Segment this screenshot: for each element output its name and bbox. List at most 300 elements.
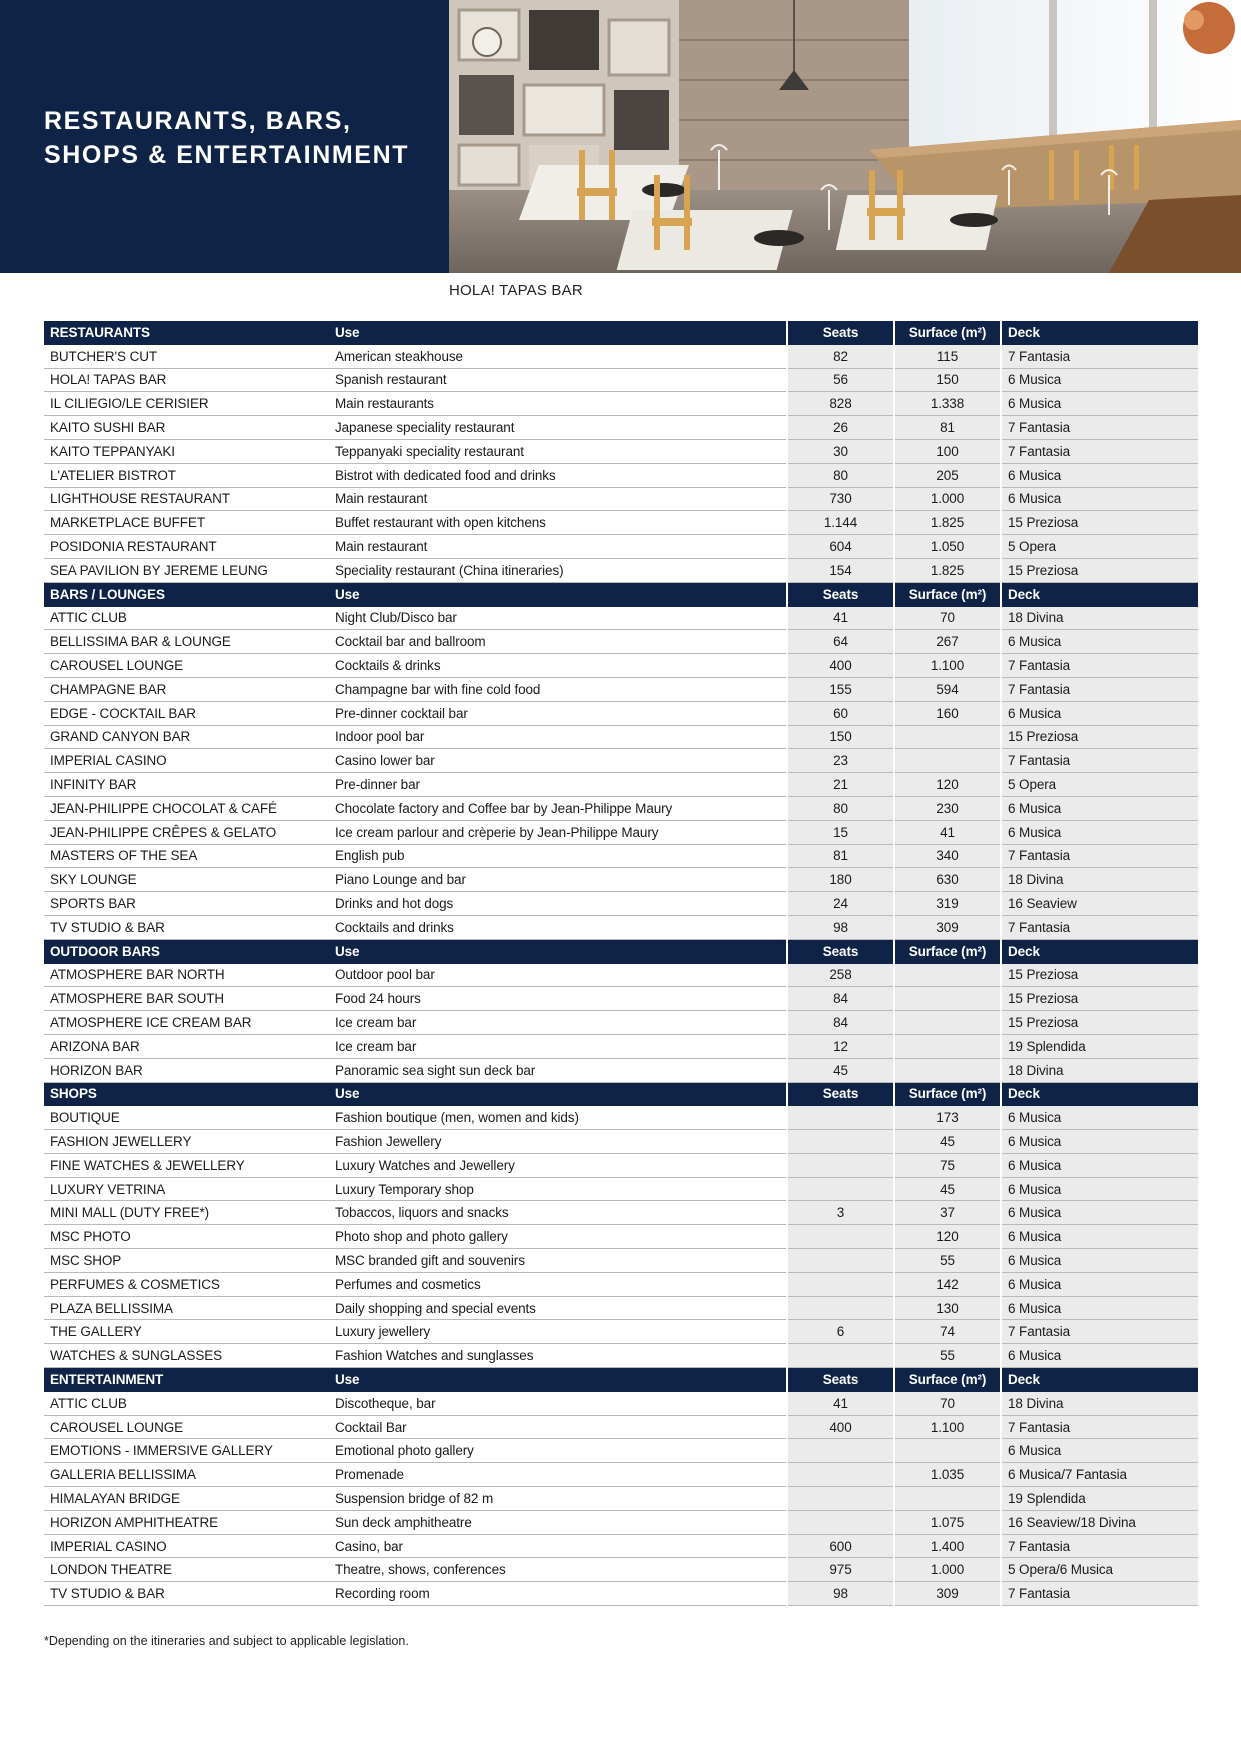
venue-deck: 15 Preziosa	[1001, 963, 1198, 987]
section-title: BARS / LOUNGES	[44, 582, 329, 606]
table-row	[44, 1058, 1198, 1082]
venue-use: Japanese speciality restaurant	[329, 416, 787, 440]
venue-use: Teppanyaki speciality restaurant	[329, 439, 787, 463]
venue-seats	[787, 1344, 894, 1368]
venue-seats: 3	[787, 1201, 894, 1225]
venue-use: Casino lower bar	[329, 749, 787, 773]
venue-deck: 5 Opera	[1001, 773, 1198, 797]
table-row	[44, 1534, 1198, 1558]
venue-name: HOLA! TAPAS BAR	[44, 368, 329, 392]
venue-deck: 19 Splendida	[1001, 1487, 1198, 1511]
venue-use: MSC branded gift and souvenirs	[329, 1249, 787, 1273]
venue-surface: 1.825	[894, 558, 1001, 582]
venues-table	[44, 321, 1198, 1606]
venue-seats: 6	[787, 1320, 894, 1344]
venue-seats	[787, 1130, 894, 1154]
use-header: Use	[329, 1368, 787, 1392]
venue-seats	[787, 1249, 894, 1273]
table-row	[44, 1225, 1198, 1249]
page-title-line-2: SHOPS & ENTERTAINMENT	[44, 141, 410, 169]
restaurant-photo	[449, 0, 1241, 273]
venue-seats: 150	[787, 725, 894, 749]
venue-use: Promenade	[329, 1463, 787, 1487]
table-row	[44, 487, 1198, 511]
venue-name: KAITO TEPPANYAKI	[44, 439, 329, 463]
venue-name: CHAMPAGNE BAR	[44, 677, 329, 701]
venue-use: Night Club/Disco bar	[329, 606, 787, 630]
venue-seats: 400	[787, 654, 894, 678]
table-row	[44, 511, 1198, 535]
venue-deck: 6 Musica	[1001, 1272, 1198, 1296]
deck-header: Deck	[1001, 321, 1198, 344]
surface-header: Surface (m²)	[894, 582, 1001, 606]
venue-use: Chocolate factory and Coffee bar by Jean-Philippe Maury	[329, 796, 787, 820]
venue-surface	[894, 1058, 1001, 1082]
venue-use: Suspension bridge of 82 m	[329, 1487, 787, 1511]
use-header: Use	[329, 582, 787, 606]
venue-surface: 1.100	[894, 1415, 1001, 1439]
venue-surface: 150	[894, 368, 1001, 392]
venue-name: TV STUDIO & BAR	[44, 1582, 329, 1606]
venue-use: Main restaurants	[329, 392, 787, 416]
venue-seats	[787, 1153, 894, 1177]
venue-use: Cocktail bar and ballroom	[329, 630, 787, 654]
venue-surface: 130	[894, 1296, 1001, 1320]
venue-deck: 19 Splendida	[1001, 1034, 1198, 1058]
venue-name: FINE WATCHES & JEWELLERY	[44, 1153, 329, 1177]
venue-deck: 15 Preziosa	[1001, 511, 1198, 535]
venue-deck: 6 Musica	[1001, 1249, 1198, 1273]
table-row	[44, 1558, 1198, 1582]
table-row	[44, 1011, 1198, 1035]
venue-use: Spanish restaurant	[329, 368, 787, 392]
venue-use: English pub	[329, 844, 787, 868]
venue-use: Main restaurant	[329, 535, 787, 559]
venue-name: INFINITY BAR	[44, 773, 329, 797]
venue-seats: 45	[787, 1058, 894, 1082]
venue-surface: 41	[894, 820, 1001, 844]
table-row	[44, 820, 1198, 844]
venue-deck: 7 Fantasia	[1001, 344, 1198, 368]
venue-seats: 64	[787, 630, 894, 654]
venue-seats: 56	[787, 368, 894, 392]
venue-deck: 6 Musica	[1001, 487, 1198, 511]
venue-use: Bistrot with dedicated food and drinks	[329, 463, 787, 487]
surface-header: Surface (m²)	[894, 1368, 1001, 1392]
venue-seats	[787, 1487, 894, 1511]
venue-surface	[894, 1487, 1001, 1511]
venue-name: HIMALAYAN BRIDGE	[44, 1487, 329, 1511]
venue-seats: 82	[787, 344, 894, 368]
venue-name: JEAN-PHILIPPE CRÊPES & GELATO	[44, 820, 329, 844]
venue-surface: 1.000	[894, 1558, 1001, 1582]
venue-surface: 55	[894, 1344, 1001, 1368]
venue-use: Casino, bar	[329, 1534, 787, 1558]
venue-use: Fashion Jewellery	[329, 1130, 787, 1154]
venue-deck: 7 Fantasia	[1001, 654, 1198, 678]
venue-surface: 205	[894, 463, 1001, 487]
venue-deck: 15 Preziosa	[1001, 558, 1198, 582]
venue-seats: 60	[787, 701, 894, 725]
table-row	[44, 1130, 1198, 1154]
section-title: SHOPS	[44, 1082, 329, 1106]
venue-use: Discotheque, bar	[329, 1391, 787, 1415]
venue-surface	[894, 1034, 1001, 1058]
venue-surface: 37	[894, 1201, 1001, 1225]
venue-surface	[894, 1439, 1001, 1463]
table-row	[44, 1487, 1198, 1511]
venue-surface: 1.400	[894, 1534, 1001, 1558]
venue-deck: 7 Fantasia	[1001, 1582, 1198, 1606]
seats-header: Seats	[787, 582, 894, 606]
venue-surface: 319	[894, 892, 1001, 916]
venue-seats	[787, 1463, 894, 1487]
section-title: ENTERTAINMENT	[44, 1368, 329, 1392]
table-row	[44, 558, 1198, 582]
venue-use: Fashion Watches and sunglasses	[329, 1344, 787, 1368]
table-row	[44, 749, 1198, 773]
venue-name: MARKETPLACE BUFFET	[44, 511, 329, 535]
table-row	[44, 868, 1198, 892]
venue-deck: 6 Musica	[1001, 796, 1198, 820]
venue-deck: 6 Musica	[1001, 1177, 1198, 1201]
venue-deck: 5 Opera	[1001, 535, 1198, 559]
venue-surface: 1.075	[894, 1510, 1001, 1534]
venue-surface: 160	[894, 701, 1001, 725]
venue-name: BOUTIQUE	[44, 1106, 329, 1130]
venue-deck: 6 Musica	[1001, 1296, 1198, 1320]
section-title: RESTAURANTS	[44, 321, 329, 344]
venue-deck: 6 Musica	[1001, 1130, 1198, 1154]
venue-surface: 594	[894, 677, 1001, 701]
table-row	[44, 1034, 1198, 1058]
venue-name: CAROUSEL LOUNGE	[44, 654, 329, 678]
venue-deck: 7 Fantasia	[1001, 749, 1198, 773]
venue-name: POSIDONIA RESTAURANT	[44, 535, 329, 559]
venue-use: Main restaurant	[329, 487, 787, 511]
table-row	[44, 963, 1198, 987]
table-row	[44, 535, 1198, 559]
venue-seats	[787, 1177, 894, 1201]
venue-use: Champagne bar with fine cold food	[329, 677, 787, 701]
table-row	[44, 1439, 1198, 1463]
table-row	[44, 1391, 1198, 1415]
seats-header: Seats	[787, 321, 894, 344]
seats-header: Seats	[787, 939, 894, 963]
venue-use: Photo shop and photo gallery	[329, 1225, 787, 1249]
surface-header: Surface (m²)	[894, 1082, 1001, 1106]
table-row	[44, 1320, 1198, 1344]
table-row	[44, 439, 1198, 463]
venue-use: Ice cream parlour and crèperie by Jean-Philippe Maury	[329, 820, 787, 844]
venue-deck: 6 Musica	[1001, 1344, 1198, 1368]
venue-surface	[894, 1011, 1001, 1035]
venue-surface: 55	[894, 1249, 1001, 1273]
venue-seats	[787, 1106, 894, 1130]
venue-seats	[787, 1439, 894, 1463]
venue-use: Cocktails & drinks	[329, 654, 787, 678]
table-row	[44, 1582, 1198, 1606]
venue-name: ARIZONA BAR	[44, 1034, 329, 1058]
venue-name: EDGE - COCKTAIL BAR	[44, 701, 329, 725]
venue-deck: 5 Opera/6 Musica	[1001, 1558, 1198, 1582]
venue-use: Panoramic sea sight sun deck bar	[329, 1058, 787, 1082]
venue-seats: 80	[787, 796, 894, 820]
venue-deck: 7 Fantasia	[1001, 416, 1198, 440]
venue-deck: 6 Musica	[1001, 1106, 1198, 1130]
venue-surface: 173	[894, 1106, 1001, 1130]
venue-surface	[894, 749, 1001, 773]
venue-seats: 84	[787, 1011, 894, 1035]
venue-deck: 7 Fantasia	[1001, 1534, 1198, 1558]
deck-header: Deck	[1001, 582, 1198, 606]
venue-surface: 74	[894, 1320, 1001, 1344]
venue-deck: 6 Musica	[1001, 1153, 1198, 1177]
table-row	[44, 773, 1198, 797]
venue-name: SEA PAVILION BY JEREME LEUNG	[44, 558, 329, 582]
venue-seats: 21	[787, 773, 894, 797]
table-row	[44, 344, 1198, 368]
table-row	[44, 606, 1198, 630]
venue-seats	[787, 1272, 894, 1296]
venue-deck: 18 Divina	[1001, 1058, 1198, 1082]
venue-seats: 154	[787, 558, 894, 582]
venue-name: GRAND CANYON BAR	[44, 725, 329, 749]
table-row	[44, 1177, 1198, 1201]
venue-deck: 6 Musica	[1001, 1201, 1198, 1225]
venue-seats: 975	[787, 1558, 894, 1582]
venue-seats: 155	[787, 677, 894, 701]
venue-surface: 70	[894, 1391, 1001, 1415]
section-header-row	[44, 1082, 1198, 1106]
venue-surface: 142	[894, 1272, 1001, 1296]
venue-seats: 84	[787, 987, 894, 1011]
venue-seats: 828	[787, 392, 894, 416]
venue-use: Drinks and hot dogs	[329, 892, 787, 916]
venue-name: IMPERIAL CASINO	[44, 749, 329, 773]
venue-seats: 258	[787, 963, 894, 987]
venue-surface: 70	[894, 606, 1001, 630]
venue-use: Buffet restaurant with open kitchens	[329, 511, 787, 535]
venue-name: MSC PHOTO	[44, 1225, 329, 1249]
surface-header: Surface (m²)	[894, 939, 1001, 963]
venue-name: IMPERIAL CASINO	[44, 1534, 329, 1558]
venue-name: ATTIC CLUB	[44, 1391, 329, 1415]
venue-seats	[787, 1296, 894, 1320]
venue-name: FASHION JEWELLERY	[44, 1130, 329, 1154]
table-row	[44, 892, 1198, 916]
venue-surface: 45	[894, 1130, 1001, 1154]
venue-deck: 16 Seaview	[1001, 892, 1198, 916]
venue-use: Daily shopping and special events	[329, 1296, 787, 1320]
venue-name: SKY LOUNGE	[44, 868, 329, 892]
table-row	[44, 1344, 1198, 1368]
venue-use: Pre-dinner cocktail bar	[329, 701, 787, 725]
venue-seats: 24	[787, 892, 894, 916]
deck-header: Deck	[1001, 1368, 1198, 1392]
venue-surface: 45	[894, 1177, 1001, 1201]
surface-header: Surface (m²)	[894, 321, 1001, 344]
venue-surface: 1.825	[894, 511, 1001, 535]
deck-header: Deck	[1001, 939, 1198, 963]
venues-table-body	[44, 321, 1198, 1606]
venue-surface: 1.050	[894, 535, 1001, 559]
venue-name: GALLERIA BELLISSIMA	[44, 1463, 329, 1487]
venue-seats: 400	[787, 1415, 894, 1439]
header-band	[0, 0, 449, 273]
table-row	[44, 368, 1198, 392]
venue-seats: 15	[787, 820, 894, 844]
page-title	[44, 104, 444, 172]
venue-surface: 340	[894, 844, 1001, 868]
venue-surface	[894, 963, 1001, 987]
page-title-line-1: RESTAURANTS, BARS,	[44, 107, 352, 135]
venue-surface: 267	[894, 630, 1001, 654]
venue-use: Food 24 hours	[329, 987, 787, 1011]
venue-name: PLAZA BELLISSIMA	[44, 1296, 329, 1320]
venue-deck: 18 Divina	[1001, 606, 1198, 630]
venue-seats: 81	[787, 844, 894, 868]
venue-seats: 600	[787, 1534, 894, 1558]
venue-use: Speciality restaurant (China itineraries)	[329, 558, 787, 582]
venue-surface: 630	[894, 868, 1001, 892]
venue-deck: 16 Seaview/18 Divina	[1001, 1510, 1198, 1534]
use-header: Use	[329, 321, 787, 344]
section-title: OUTDOOR BARS	[44, 939, 329, 963]
venue-deck: 7 Fantasia	[1001, 1320, 1198, 1344]
venue-name: ATMOSPHERE BAR NORTH	[44, 963, 329, 987]
venue-surface	[894, 725, 1001, 749]
venue-seats: 23	[787, 749, 894, 773]
venue-use: Perfumes and cosmetics	[329, 1272, 787, 1296]
venue-name: BELLISSIMA BAR & LOUNGE	[44, 630, 329, 654]
table-row	[44, 1249, 1198, 1273]
venue-deck: 6 Musica	[1001, 820, 1198, 844]
table-row	[44, 1463, 1198, 1487]
venue-surface: 1.100	[894, 654, 1001, 678]
venue-deck: 7 Fantasia	[1001, 915, 1198, 939]
venue-use: Piano Lounge and bar	[329, 868, 787, 892]
deck-header: Deck	[1001, 1082, 1198, 1106]
venue-use: Cocktails and drinks	[329, 915, 787, 939]
venue-deck: 6 Musica	[1001, 1225, 1198, 1249]
venue-seats: 41	[787, 1391, 894, 1415]
venue-surface: 115	[894, 344, 1001, 368]
venue-surface: 75	[894, 1153, 1001, 1177]
table-row	[44, 1296, 1198, 1320]
use-header: Use	[329, 1082, 787, 1106]
venue-seats: 180	[787, 868, 894, 892]
table-row	[44, 416, 1198, 440]
venue-surface: 230	[894, 796, 1001, 820]
venue-name: LONDON THEATRE	[44, 1558, 329, 1582]
venue-seats	[787, 1225, 894, 1249]
venue-seats: 730	[787, 487, 894, 511]
venue-seats: 12	[787, 1034, 894, 1058]
seats-header: Seats	[787, 1368, 894, 1392]
venue-seats	[787, 1510, 894, 1534]
venue-name: MSC SHOP	[44, 1249, 329, 1273]
table-row	[44, 725, 1198, 749]
section-header-row	[44, 939, 1198, 963]
venue-seats: 30	[787, 439, 894, 463]
venue-name: MINI MALL (DUTY FREE*)	[44, 1201, 329, 1225]
venue-use: Luxury Temporary shop	[329, 1177, 787, 1201]
venue-deck: 18 Divina	[1001, 868, 1198, 892]
venue-name: IL CILIEGIO/LE CERISIER	[44, 392, 329, 416]
table-row	[44, 677, 1198, 701]
venue-deck: 7 Fantasia	[1001, 1415, 1198, 1439]
venue-name: ATTIC CLUB	[44, 606, 329, 630]
section-header-row	[44, 1368, 1198, 1392]
venue-seats: 604	[787, 535, 894, 559]
table-row	[44, 1153, 1198, 1177]
venue-name: LIGHTHOUSE RESTAURANT	[44, 487, 329, 511]
table-row	[44, 987, 1198, 1011]
table-row	[44, 796, 1198, 820]
venue-use: Sun deck amphitheatre	[329, 1510, 787, 1534]
venue-name: L'ATELIER BISTROT	[44, 463, 329, 487]
venue-use: Cocktail Bar	[329, 1415, 787, 1439]
venue-seats: 41	[787, 606, 894, 630]
table-row	[44, 701, 1198, 725]
venue-surface	[894, 987, 1001, 1011]
venue-seats: 26	[787, 416, 894, 440]
venue-name: KAITO SUSHI BAR	[44, 416, 329, 440]
venue-deck: 15 Preziosa	[1001, 725, 1198, 749]
venue-surface: 100	[894, 439, 1001, 463]
venue-use: Emotional photo gallery	[329, 1439, 787, 1463]
venue-name: CAROUSEL LOUNGE	[44, 1415, 329, 1439]
venue-deck: 7 Fantasia	[1001, 439, 1198, 463]
venue-seats: 98	[787, 915, 894, 939]
venue-seats: 98	[787, 1582, 894, 1606]
venue-use: Theatre, shows, conferences	[329, 1558, 787, 1582]
footnote: *Depending on the itineraries and subject to applicable legislation.	[44, 1634, 409, 1648]
venue-deck: 6 Musica	[1001, 463, 1198, 487]
venue-surface: 120	[894, 773, 1001, 797]
venue-use: Recording room	[329, 1582, 787, 1606]
venue-use: Fashion boutique (men, women and kids)	[329, 1106, 787, 1130]
venue-use: Ice cream bar	[329, 1011, 787, 1035]
venue-deck: 6 Musica	[1001, 392, 1198, 416]
venue-surface: 120	[894, 1225, 1001, 1249]
venue-use: Ice cream bar	[329, 1034, 787, 1058]
venue-name: WATCHES & SUNGLASSES	[44, 1344, 329, 1368]
venue-name: BUTCHER'S CUT	[44, 344, 329, 368]
table-row	[44, 1510, 1198, 1534]
venue-seats: 80	[787, 463, 894, 487]
table-row	[44, 463, 1198, 487]
venue-use: Luxury jewellery	[329, 1320, 787, 1344]
venue-name: JEAN-PHILIPPE CHOCOLAT & CAFÉ	[44, 796, 329, 820]
venue-deck: 15 Preziosa	[1001, 987, 1198, 1011]
venue-name: PERFUMES & COSMETICS	[44, 1272, 329, 1296]
venue-seats: 1.144	[787, 511, 894, 535]
table-row	[44, 392, 1198, 416]
venue-deck: 6 Musica/7 Fantasia	[1001, 1463, 1198, 1487]
venue-surface: 1.035	[894, 1463, 1001, 1487]
venue-use: Pre-dinner bar	[329, 773, 787, 797]
venue-name: THE GALLERY	[44, 1320, 329, 1344]
venue-use: Luxury Watches and Jewellery	[329, 1153, 787, 1177]
seats-header: Seats	[787, 1082, 894, 1106]
venue-deck: 6 Musica	[1001, 701, 1198, 725]
venue-name: MASTERS OF THE SEA	[44, 844, 329, 868]
venue-name: HORIZON AMPHITHEATRE	[44, 1510, 329, 1534]
section-header-row	[44, 321, 1198, 344]
venue-deck: 7 Fantasia	[1001, 677, 1198, 701]
